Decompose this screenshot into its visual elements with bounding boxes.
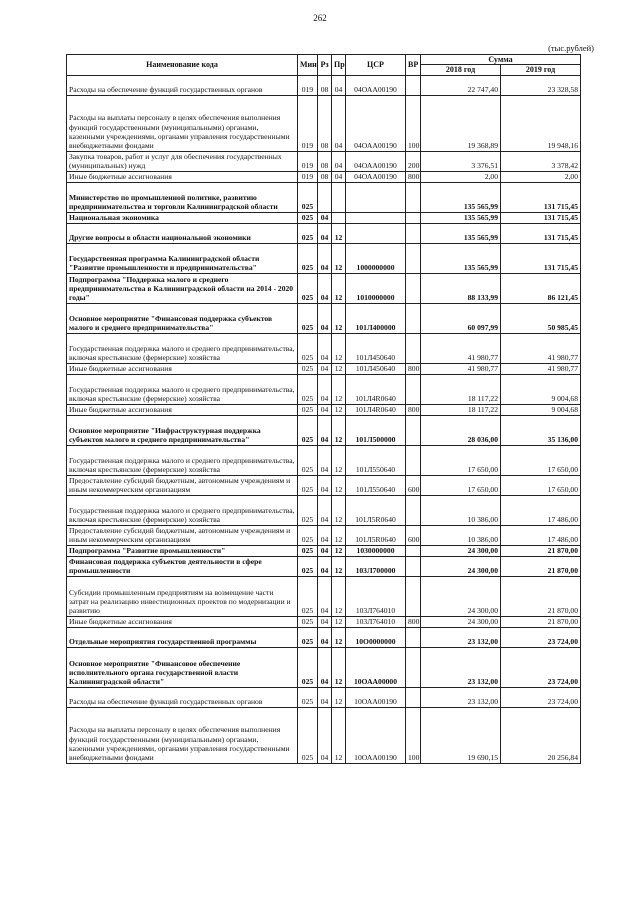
table-body [67, 75, 581, 763]
cell-vr: 200 [406, 151, 421, 171]
cell-vr [406, 556, 421, 576]
cell-csr: 101Л400000 [346, 303, 406, 333]
cell-2019: 21 870,00 [501, 545, 581, 556]
cell-vr [406, 75, 421, 95]
cell-csr: 10О0000000 [346, 627, 406, 647]
table-row [67, 687, 581, 707]
cell-2019: 2,00 [501, 171, 581, 182]
cell-pr: 04 [332, 171, 346, 182]
table-row [67, 151, 581, 171]
cell-rz: 04 [318, 374, 332, 404]
cell-2018: 23 132,00 [421, 687, 501, 707]
cell-min: 019 [298, 95, 318, 151]
cell-rz: 08 [318, 95, 332, 151]
cell-pr: 12 [332, 647, 346, 687]
cell-csr: 10ОАА00190 [346, 687, 406, 707]
cell-2018: 19 368,89 [421, 95, 501, 151]
cell-pr: 04 [332, 151, 346, 171]
cell-pr: 12 [332, 333, 346, 363]
cell-min: 019 [298, 171, 318, 182]
cell-pr: 04 [332, 75, 346, 95]
cell-2019: 19 948,16 [501, 95, 581, 151]
cell-vr: 600 [406, 475, 421, 495]
cell-pr: 04 [332, 95, 346, 151]
cell-name: Государственная программа Калининградской области "Развитие промышленности и предпринимательства" [67, 243, 298, 273]
cell-csr: 101Л4R0640 [346, 374, 406, 404]
cell-csr [346, 212, 406, 223]
cell-min: 025 [298, 627, 318, 647]
table-row [67, 333, 581, 363]
cell-vr: 100 [406, 95, 421, 151]
header-2018: 2018 год [421, 65, 501, 75]
cell-2019: 23 724,00 [501, 627, 581, 647]
cell-rz: 04 [318, 363, 332, 374]
cell-csr: 04ОАА00190 [346, 151, 406, 171]
cell-name: Предоставление субсидий бюджетным, автономным учреждениям и иным некоммерческим организациям [67, 475, 298, 495]
cell-csr: 10ОАА00190 [346, 707, 406, 763]
cell-csr: 101Л4R0640 [346, 404, 406, 415]
cell-min: 025 [298, 415, 318, 445]
cell-2019: 17 486,00 [501, 525, 581, 545]
cell-2019: 17 486,00 [501, 495, 581, 525]
table-row [67, 647, 581, 687]
cell-name: Основное мероприятие "Финансовое обеспечение исполнительного органа государственной власти Калининградской области" [67, 647, 298, 687]
cell-2019: 21 870,00 [501, 576, 581, 616]
cell-min: 025 [298, 475, 318, 495]
cell-vr [406, 445, 421, 475]
cell-vr [406, 495, 421, 525]
cell-csr: 04ОАА00190 [346, 171, 406, 182]
table-row [67, 545, 581, 556]
cell-min: 025 [298, 545, 318, 556]
cell-pr: 12 [332, 273, 346, 303]
cell-min: 025 [298, 576, 318, 616]
cell-csr: 101Л450640 [346, 333, 406, 363]
cell-name: Иные бюджетные ассигнования [67, 616, 298, 627]
cell-rz [318, 182, 332, 212]
cell-2019: 131 715,45 [501, 212, 581, 223]
table-row [67, 495, 581, 525]
cell-2018: 18 117,22 [421, 404, 501, 415]
cell-2018: 18 117,22 [421, 374, 501, 404]
cell-rz: 04 [318, 404, 332, 415]
cell-name: Подпрограмма "Развитие промышленности" [67, 545, 298, 556]
cell-2019: 23 724,00 [501, 647, 581, 687]
cell-name: Расходы на обеспечение функций государственных органов [67, 687, 298, 707]
cell-pr: 12 [332, 404, 346, 415]
cell-2019: 50 985,45 [501, 303, 581, 333]
cell-rz: 04 [318, 616, 332, 627]
cell-vr: 800 [406, 363, 421, 374]
cell-pr [332, 212, 346, 223]
cell-name: Расходы на выплаты персоналу в целях обеспечения выполнения функций государственными (муниципальными) органами, казенными учреждениями, органами управления государственными внебюджетными фондами [67, 707, 298, 763]
table-row [67, 95, 581, 151]
table-row [67, 525, 581, 545]
cell-2019: 23 724,00 [501, 687, 581, 707]
cell-min: 025 [298, 273, 318, 303]
cell-rz: 04 [318, 415, 332, 445]
table-row [67, 223, 581, 243]
cell-2018: 135 565,99 [421, 243, 501, 273]
cell-pr: 12 [332, 374, 346, 404]
cell-2018: 24 300,00 [421, 556, 501, 576]
cell-csr: 101Л5R0640 [346, 525, 406, 545]
cell-2018: 135 565,99 [421, 182, 501, 212]
cell-name: Расходы на обеспечение функций государственных органов [67, 75, 298, 95]
cell-rz: 04 [318, 707, 332, 763]
cell-rz: 04 [318, 495, 332, 525]
cell-vr [406, 687, 421, 707]
cell-name: Расходы на выплаты персоналу в целях обеспечения выполнения функций государственными (муниципальными) органами, казенными учреждениями, органами управления государственными внебюджетными фондами [67, 95, 298, 151]
cell-csr: 101Л450640 [346, 363, 406, 374]
cell-pr: 12 [332, 707, 346, 763]
cell-2019: 86 121,45 [501, 273, 581, 303]
cell-name: Предоставление субсидий бюджетным, автономным учреждениям и иным некоммерческим организациям [67, 525, 298, 545]
cell-min: 025 [298, 556, 318, 576]
cell-pr: 12 [332, 545, 346, 556]
table-row [67, 212, 581, 223]
cell-2019: 20 256,84 [501, 707, 581, 763]
cell-vr [406, 273, 421, 303]
cell-vr: 800 [406, 616, 421, 627]
cell-min: 025 [298, 212, 318, 223]
page-number: 262 [313, 13, 327, 23]
table-row [67, 243, 581, 273]
cell-2019: 35 136,00 [501, 415, 581, 445]
cell-rz: 04 [318, 243, 332, 273]
cell-2019: 17 650,00 [501, 475, 581, 495]
cell-min: 025 [298, 687, 318, 707]
cell-rz: 04 [318, 556, 332, 576]
cell-vr [406, 576, 421, 616]
budget-table [66, 54, 581, 764]
cell-csr: 04ОАА00190 [346, 75, 406, 95]
cell-vr [406, 212, 421, 223]
table-row [67, 475, 581, 495]
cell-csr: 1010000000 [346, 273, 406, 303]
cell-pr: 12 [332, 687, 346, 707]
cell-pr: 12 [332, 556, 346, 576]
cell-2018: 3 376,51 [421, 151, 501, 171]
cell-2019: 9 004,68 [501, 374, 581, 404]
cell-rz: 04 [318, 223, 332, 243]
cell-min: 025 [298, 495, 318, 525]
cell-rz: 04 [318, 525, 332, 545]
cell-csr: 04ОАА00190 [346, 95, 406, 151]
cell-2018: 19 690,15 [421, 707, 501, 763]
cell-min: 025 [298, 182, 318, 212]
cell-pr: 12 [332, 223, 346, 243]
table-row [67, 273, 581, 303]
cell-min: 025 [298, 363, 318, 374]
cell-vr [406, 647, 421, 687]
cell-pr: 12 [332, 445, 346, 475]
cell-2018: 41 980,77 [421, 333, 501, 363]
cell-name: Основное мероприятие "Финансовая поддержка субъектов малого и среднего предпринимательства" [67, 303, 298, 333]
cell-pr [332, 182, 346, 212]
cell-name: Иные бюджетные ассигнования [67, 363, 298, 374]
cell-pr: 12 [332, 627, 346, 647]
cell-pr: 12 [332, 576, 346, 616]
table-row [67, 363, 581, 374]
cell-rz: 04 [318, 273, 332, 303]
cell-pr: 12 [332, 475, 346, 495]
cell-name: Национальная экономика [67, 212, 298, 223]
cell-name: Государственная поддержка малого и среднего предпринимательства, включая крестьянские (фермерские) хозяйства [67, 333, 298, 363]
cell-pr: 12 [332, 415, 346, 445]
cell-vr [406, 303, 421, 333]
cell-2018: 23 132,00 [421, 627, 501, 647]
cell-vr [406, 243, 421, 273]
cell-rz: 04 [318, 475, 332, 495]
cell-2019: 21 870,00 [501, 616, 581, 627]
cell-2019: 9 004,68 [501, 404, 581, 415]
cell-name: Подпрограмма "Поддержка малого и среднего предпринимательства в Калининградской области на 2014 - 2020 годы" [67, 273, 298, 303]
header-vr: ВР [406, 55, 421, 76]
cell-2018: 24 300,00 [421, 545, 501, 556]
cell-min: 025 [298, 374, 318, 404]
cell-2018: 88 133,99 [421, 273, 501, 303]
cell-pr: 12 [332, 363, 346, 374]
cell-vr [406, 182, 421, 212]
cell-csr: 101Л550640 [346, 445, 406, 475]
cell-min: 025 [298, 303, 318, 333]
cell-pr: 12 [332, 616, 346, 627]
cell-csr: 1000000000 [346, 243, 406, 273]
table-row [67, 576, 581, 616]
cell-pr: 12 [332, 303, 346, 333]
cell-2018: 24 300,00 [421, 616, 501, 627]
cell-pr: 12 [332, 495, 346, 525]
cell-rz: 04 [318, 333, 332, 363]
cell-pr: 12 [332, 243, 346, 273]
cell-2018: 41 980,77 [421, 363, 501, 374]
cell-2018: 24 300,00 [421, 576, 501, 616]
cell-min: 025 [298, 333, 318, 363]
cell-min: 025 [298, 243, 318, 273]
header-name: Наименование кода [67, 55, 298, 76]
cell-vr [406, 545, 421, 556]
cell-2019: 17 650,00 [501, 445, 581, 475]
table-row [67, 627, 581, 647]
cell-rz: 08 [318, 75, 332, 95]
cell-rz: 04 [318, 627, 332, 647]
cell-rz: 04 [318, 687, 332, 707]
cell-name: Иные бюджетные ассигнования [67, 171, 298, 182]
cell-csr: 103Л764010 [346, 616, 406, 627]
cell-name: Другие вопросы в области национальной экономики [67, 223, 298, 243]
cell-csr: 101Л550640 [346, 475, 406, 495]
cell-csr: 101Л500000 [346, 415, 406, 445]
cell-2019: 41 980,77 [501, 363, 581, 374]
table-row [67, 404, 581, 415]
cell-csr: 103Л764010 [346, 576, 406, 616]
cell-2018: 135 565,99 [421, 223, 501, 243]
table-row [67, 616, 581, 627]
table-row [67, 182, 581, 212]
cell-pr: 12 [332, 525, 346, 545]
cell-csr: 10ОАА00000 [346, 647, 406, 687]
cell-csr [346, 223, 406, 243]
cell-min: 025 [298, 707, 318, 763]
table-row [67, 374, 581, 404]
cell-name: Министерство по промышленной политике, развитию предпринимательства и торговли Калининградской области [67, 182, 298, 212]
cell-2018: 17 650,00 [421, 475, 501, 495]
cell-name: Закупка товаров, работ и услуг для обеспечения государственных (муниципальных) нужд [67, 151, 298, 171]
cell-2018: 23 132,00 [421, 647, 501, 687]
cell-rz: 04 [318, 445, 332, 475]
cell-csr [346, 182, 406, 212]
cell-min: 025 [298, 616, 318, 627]
cell-rz: 08 [318, 151, 332, 171]
cell-2018: 10 386,00 [421, 495, 501, 525]
cell-2018: 10 386,00 [421, 525, 501, 545]
cell-vr [406, 415, 421, 445]
cell-name: Государственная поддержка малого и среднего предпринимательства, включая крестьянские (фермерские) хозяйства [67, 445, 298, 475]
cell-name: Государственная поддержка малого и среднего предпринимательства, включая крестьянские (фермерские) хозяйства [67, 495, 298, 525]
cell-2018: 28 036,00 [421, 415, 501, 445]
cell-name: Финансовая поддержка субъектов деятельности в сфере промышленности [67, 556, 298, 576]
header-min: Мин [298, 55, 318, 76]
cell-rz: 04 [318, 576, 332, 616]
cell-csr: 101Л5R0640 [346, 495, 406, 525]
cell-min: 025 [298, 525, 318, 545]
cell-rz: 08 [318, 171, 332, 182]
cell-name: Субсидии промышленным предприятиям на возмещение части затрат на реализацию инвестиционных проектов по модернизации и развитию [67, 576, 298, 616]
cell-2019: 131 715,45 [501, 243, 581, 273]
cell-vr [406, 333, 421, 363]
cell-csr: 103Л700000 [346, 556, 406, 576]
cell-vr [406, 223, 421, 243]
cell-min: 025 [298, 647, 318, 687]
cell-min: 019 [298, 75, 318, 95]
cell-vr [406, 627, 421, 647]
cell-min: 025 [298, 404, 318, 415]
cell-rz: 04 [318, 212, 332, 223]
cell-2019: 131 715,45 [501, 182, 581, 212]
cell-2018: 135 565,99 [421, 212, 501, 223]
cell-vr: 600 [406, 525, 421, 545]
cell-name: Иные бюджетные ассигнования [67, 404, 298, 415]
cell-2018: 60 097,99 [421, 303, 501, 333]
cell-rz: 04 [318, 647, 332, 687]
cell-vr: 800 [406, 171, 421, 182]
table-row [67, 75, 581, 95]
cell-2019: 21 870,00 [501, 556, 581, 576]
cell-min: 025 [298, 223, 318, 243]
cell-vr: 800 [406, 404, 421, 415]
cell-name: Государственная поддержка малого и среднего предпринимательства, включая крестьянские (фермерские) хозяйства [67, 374, 298, 404]
header-pr: Пр [332, 55, 346, 76]
cell-name: Основное мероприятие "Инфраструктурная поддержка субъектов малого и среднего предпринимательства" [67, 415, 298, 445]
cell-2018: 17 650,00 [421, 445, 501, 475]
cell-2018: 22 747,40 [421, 75, 501, 95]
cell-2019: 23 328,58 [501, 75, 581, 95]
cell-vr [406, 374, 421, 404]
cell-2019: 131 715,45 [501, 223, 581, 243]
table-row [67, 707, 581, 763]
cell-rz: 04 [318, 303, 332, 333]
table-row [67, 445, 581, 475]
units-label: (тыс.рублей) [548, 43, 594, 53]
header-rz: Рз [318, 55, 332, 76]
cell-name: Отдельные мероприятия государственной программы [67, 627, 298, 647]
cell-2019: 41 980,77 [501, 333, 581, 363]
cell-min: 019 [298, 151, 318, 171]
table-row [67, 556, 581, 576]
cell-rz: 04 [318, 545, 332, 556]
table-row [67, 303, 581, 333]
cell-csr: 1030000000 [346, 545, 406, 556]
cell-min: 025 [298, 445, 318, 475]
cell-vr: 100 [406, 707, 421, 763]
table-row [67, 415, 581, 445]
cell-2019: 3 378,42 [501, 151, 581, 171]
header-sum: Сумма [421, 55, 581, 65]
header-csr: ЦСР [346, 55, 406, 76]
header-2019: 2019 год [501, 65, 581, 75]
table-row [67, 171, 581, 182]
cell-2018: 2,00 [421, 171, 501, 182]
